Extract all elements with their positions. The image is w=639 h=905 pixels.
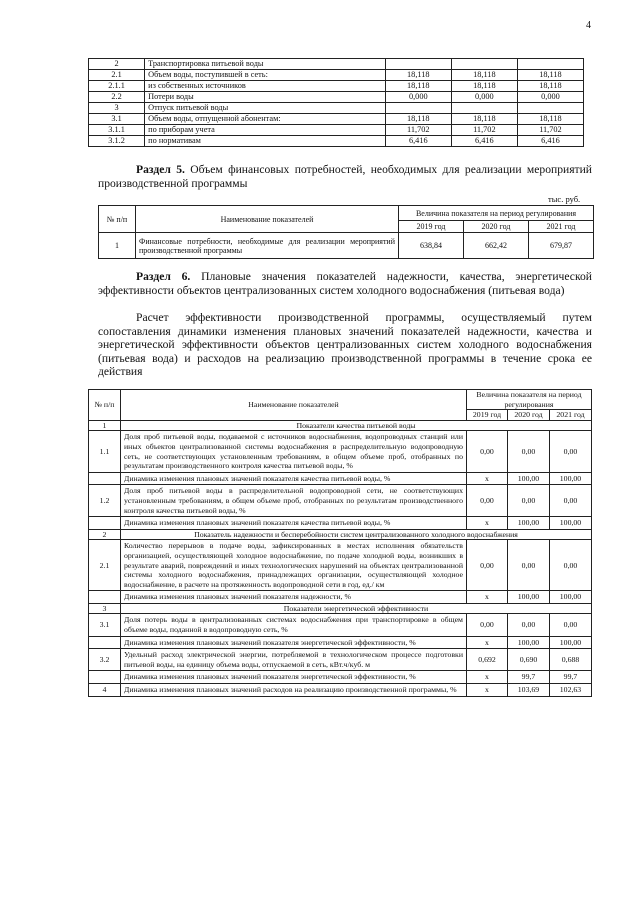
section-title: Показатели энергетической эффективности [121,603,592,614]
row-name: Динамика изменения плановых значений расходов на реализацию производственной программы, % [121,684,467,697]
t2-value: 679,87 [529,233,594,259]
water-volume-table [88,58,584,147]
row-number: 2 [89,59,145,70]
row-name: Объем воды, отпущенной абонентам: [145,114,386,125]
section5-text: Объем финансовых потребностей, необходимых для реализации мероприятий производственной программы [98,163,592,190]
row-value: 18,118 [517,81,583,92]
unit-label: тыс. руб. [548,194,581,204]
row-value: 0,692 [467,649,508,671]
section-number: 1 [89,420,121,431]
table-row [89,70,584,81]
row-number: 2.1 [89,70,145,81]
row-value [385,59,451,70]
row-value: 11,702 [451,125,517,136]
t3-h-name: Наименование показателей [121,390,467,421]
row-value: 6,416 [517,136,583,147]
table-row [89,92,584,103]
t2-value: 662,42 [464,233,529,259]
row-number: 2.1.1 [89,81,145,92]
row-name: Отпуск питьевой воды [145,103,386,114]
table-row [89,59,584,70]
row-value: 0,00 [550,431,592,472]
row-value: 100,00 [508,472,550,485]
row-value: 0,00 [550,614,592,636]
row-value [385,103,451,114]
row-value: x [467,684,508,697]
row-name: Удельный расход электрической энергии, потребляемой в технологическом процессе подготовки питьевой воды, на единицу объема воды, отпускаемой в сеть, кВт.ч/куб. м [121,649,467,671]
row-number: 3.1.1 [89,125,145,136]
row-value: 0,00 [467,540,508,591]
row-value: 103,69 [508,684,550,697]
page-number: 4 [586,20,591,31]
row-name: Динамика изменения плановых значений показателя надежности, % [121,591,467,604]
section-title: Показатель надежности и бесперебойности систем централизованного холодного водоснабжения [121,529,592,540]
section6-text: Плановые значения показателей надежности, качества, энергетической эффективности объектов централизованных систем холодного водоснабжения (питьевая вода) [98,270,592,297]
row-value: 0,00 [508,540,550,591]
t2-row-name: Финансовые потребности, необходимые для реализации мероприятий производственной программы [136,233,399,259]
row-name: Доля проб питьевой воды, подаваемой с источников водоснабжения, водопроводных станций или иных объектов централизованной системы водоснабжения в распределительную водопроводную сеть, не соответствующих установленным требованиям, в общем объеме проб, отобранных по результатам производственного контроля качества питьевой воды, % [121,431,467,472]
t2-h-period: Величина показателя на период регулирования [399,206,594,221]
row-value: x [467,472,508,485]
row-number: 1.2 [89,485,121,517]
row-name: Динамика изменения плановых значений показателя качества питьевой воды, % [121,472,467,485]
row-value: x [467,671,508,684]
row-name: Потери воды [145,92,386,103]
row-value: 100,00 [508,517,550,530]
row-value: 0,688 [550,649,592,671]
financial-needs-table [98,205,594,259]
row-value: 0,00 [508,485,550,517]
row-value: 0,000 [517,92,583,103]
row-value: 100,00 [550,591,592,604]
row-name: по нормативам [145,136,386,147]
row-value: x [467,636,508,649]
t2-h-name: Наименование показателей [136,206,399,233]
row-number: 2.1 [89,540,121,591]
row-value: 0,690 [508,649,550,671]
section-title: Показатели качества питьевой воды [121,420,592,431]
row-value: 0,00 [508,614,550,636]
row-value: 18,118 [385,70,451,81]
row-number: 3.2 [89,649,121,671]
table-row [89,114,584,125]
row-value [451,59,517,70]
row-name: Доля проб питьевой воды в распределительной водопроводной сети, не соответствующих установленным требованиям, в общем объеме проб, отобранных по результатам производственного контроля качества питьевой воды, % [121,485,467,517]
row-name: Объем воды, поступившей в сеть: [145,70,386,81]
row-name: Динамика изменения плановых значений показателя качества питьевой воды, % [121,517,467,530]
row-value: 0,00 [467,614,508,636]
section5-heading [98,163,592,190]
t3-year: 2019 год [467,410,508,421]
t2-year: 2021 год [529,221,594,233]
section6-heading [98,270,592,297]
row-value: 6,416 [385,136,451,147]
t2-row-num: 1 [99,233,136,259]
section5-label: Раздел 5. [136,163,185,176]
section6-label: Раздел 6. [136,270,191,283]
row-value: 18,118 [451,70,517,81]
row-value: 6,416 [451,136,517,147]
row-value: 11,702 [517,125,583,136]
row-value: x [467,591,508,604]
table-row [89,81,584,92]
indicators-table [88,389,592,697]
row-number: 3 [89,103,145,114]
row-value: 0,00 [508,431,550,472]
row-value: 99,7 [550,671,592,684]
row-value [517,59,583,70]
t2-year: 2019 год [399,221,464,233]
row-number: 3.1 [89,614,121,636]
row-value: 18,118 [385,114,451,125]
row-value: x [467,517,508,530]
row-value: 100,00 [550,472,592,485]
row-value: 0,00 [467,431,508,472]
row-value: 0,000 [451,92,517,103]
table-row [89,125,584,136]
section6-paragraph: Расчет эффективности производственной программы, осуществляемый путем сопоставления динамики изменения плановых значений показателей надежности, качества и энергетической эффективности объектов централизованных систем холодного водоснабжения (питьевая вода) и расходов на реализацию производственной программы в течение срока ее действия [98,311,592,378]
row-value: 18,118 [451,81,517,92]
t3-year: 2021 год [550,410,592,421]
row-value: 18,118 [517,70,583,81]
t2-h-num: № п/п [99,206,136,233]
row-name: Динамика изменения плановых значений показателя энергетической эффективности, % [121,671,467,684]
row-value: 102,63 [550,684,592,697]
row-value: 100,00 [508,636,550,649]
t2-year: 2020 год [464,221,529,233]
t3-h-num: № п/п [89,390,121,421]
row-value: 99,7 [508,671,550,684]
t3-year: 2020 год [508,410,550,421]
row-value: 18,118 [451,114,517,125]
row-value: 0,00 [550,485,592,517]
row-value [451,103,517,114]
t2-value: 638,84 [399,233,464,259]
section-number: 2 [89,529,121,540]
row-value [517,103,583,114]
row-value: 0,00 [550,540,592,591]
row-value: 100,00 [550,517,592,530]
row-value: 18,118 [517,114,583,125]
row-value: 100,00 [550,636,592,649]
section-number: 3 [89,603,121,614]
row-number: 4 [89,684,121,697]
row-value: 100,00 [508,591,550,604]
t3-h-period: Величина показателя на период регулирования [467,390,592,410]
row-name: Количество перерывов в подаче воды, зафиксированных в местах исполнения обязательств организацией, осуществляющей холодное водоснабжение, по подаче холодной воды, возникших в результате аварий, повреждений и иных технологических нарушений на объектах централизованной системы холодного водоснабжения, принадлежащих организации, осуществляющей холодное водоснабжение, в расчете на протяженность водопроводной сети в год, ед./ км [121,540,467,591]
row-number: 3.1.2 [89,136,145,147]
row-name: Динамика изменения плановых значений показателя энергетической эффективности, % [121,636,467,649]
row-name: Транспортировка питьевой воды [145,59,386,70]
row-value: 0,00 [467,485,508,517]
table-row [89,103,584,114]
row-number: 1.1 [89,431,121,472]
row-name: Доля потерь воды в централизованных системах водоснабжения при транспортировке в общем объеме воды, поданной в водопроводную сеть, % [121,614,467,636]
row-name: по приборам учета [145,125,386,136]
row-value: 11,702 [385,125,451,136]
row-name: из собственных источников [145,81,386,92]
row-value: 18,118 [385,81,451,92]
row-number: 2.2 [89,92,145,103]
row-number: 3.1 [89,114,145,125]
table-row [89,136,584,147]
row-value: 0,000 [385,92,451,103]
